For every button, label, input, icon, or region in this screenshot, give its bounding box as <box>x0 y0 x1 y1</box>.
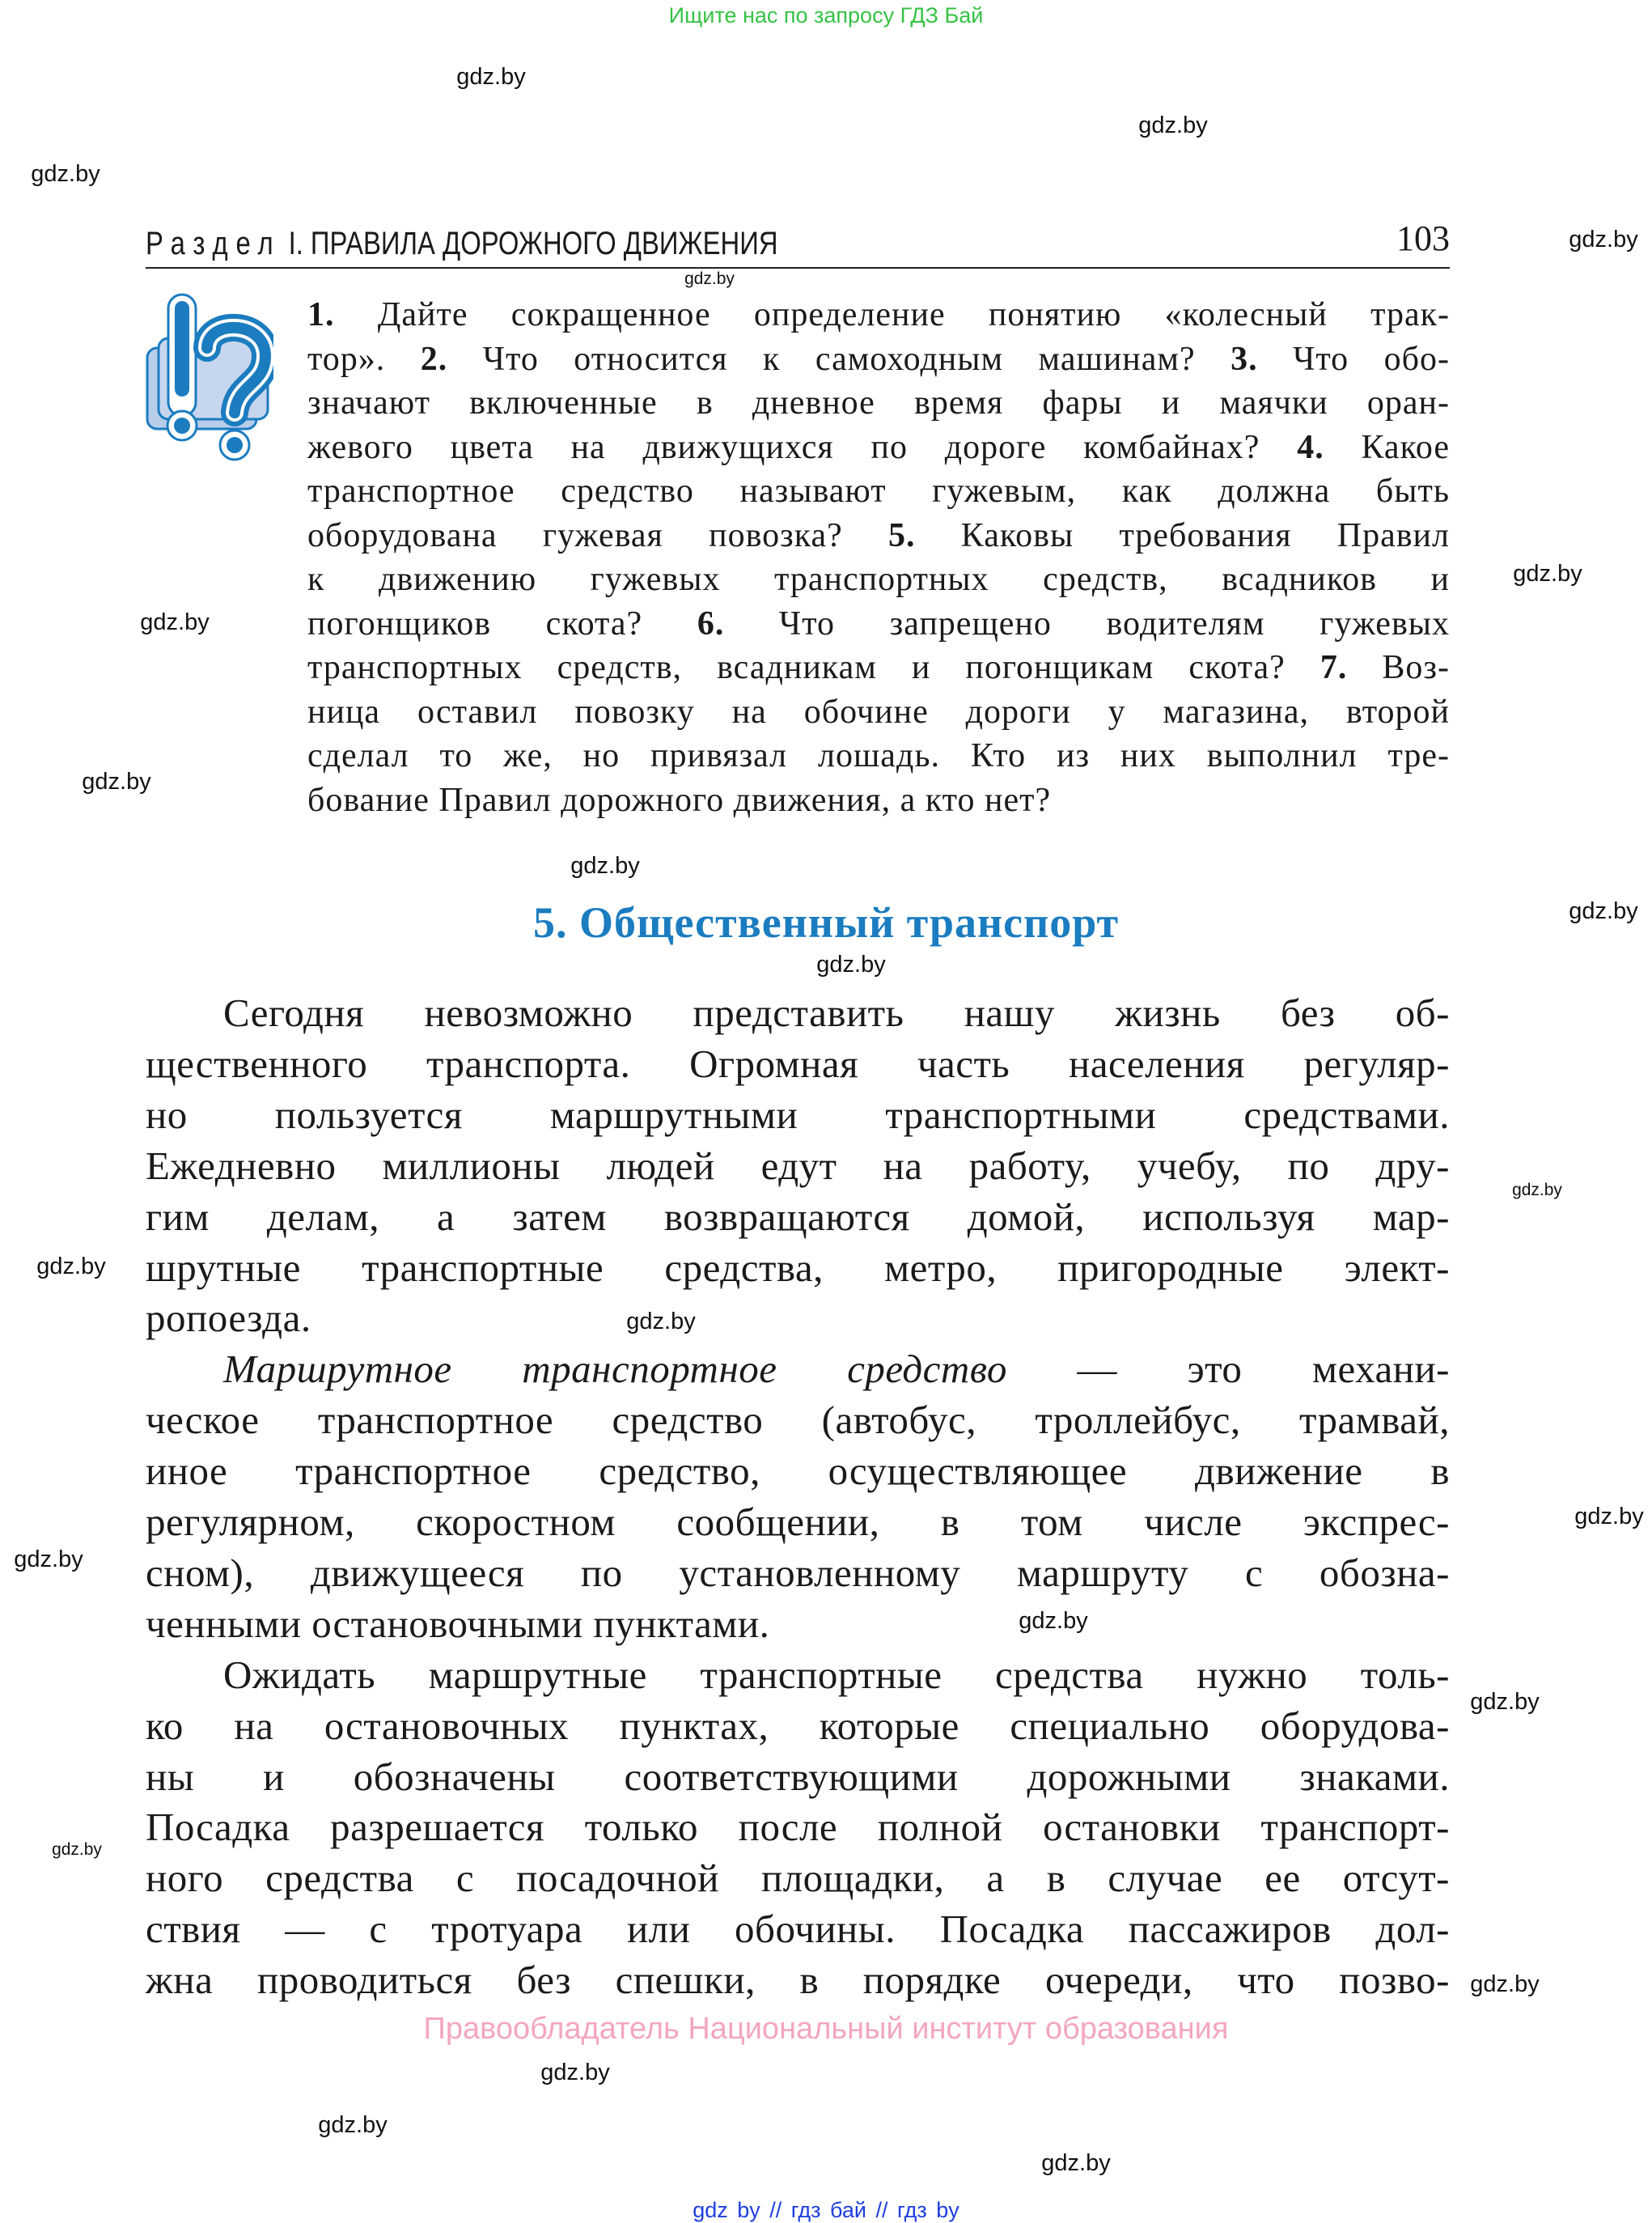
watermark: gdz.by <box>1574 1504 1644 1529</box>
watermark: gdz.by <box>626 1309 696 1334</box>
question-number: 7. <box>1319 649 1348 686</box>
exclamation-question-icon <box>144 291 273 465</box>
watermark: gdz.by <box>82 769 151 795</box>
body-line <box>146 1700 1450 1751</box>
text-run: Что запрещено водителям гужевых <box>724 605 1450 643</box>
text-run: гим делам, а затем возвращаются домой, используя мар- <box>146 1194 1450 1239</box>
question-number: 6. <box>697 605 725 643</box>
text-run: — это механи- <box>1006 1347 1450 1392</box>
text-run: Дайте сокращенное определение понятию «колесный трак- <box>334 296 1450 333</box>
text-run: Каковы требования Правил <box>915 516 1450 554</box>
term: Маршрутное транспортное средство <box>223 1347 1007 1392</box>
watermark: gdz.by <box>140 609 210 635</box>
watermark: gdz.by <box>1470 1971 1540 1997</box>
chapter-heading: 5. Общественный транспорт <box>532 898 1120 947</box>
text-run: ко на остановочных пунктах, которые специально оборудова- <box>146 1703 1450 1748</box>
text-run: сном), движущееся по установленному маршруту с обозна- <box>146 1550 1450 1595</box>
section-name: I. ПРАВИЛА ДОРОЖНОГО ДВИЖЕНИЯ <box>288 226 778 261</box>
body-line <box>146 1852 1450 1903</box>
question-line <box>307 469 1450 513</box>
text-run: Ожидать маршрутные транспортные средства нужно толь- <box>223 1652 1450 1697</box>
watermark: gdz.by <box>1512 1181 1562 1199</box>
text-run: тор». <box>307 340 421 378</box>
text-run: ропоезда. <box>146 1296 311 1341</box>
question-line <box>307 602 1450 646</box>
watermark: gdz.by <box>52 1840 102 1859</box>
question-number: 2. <box>420 340 448 378</box>
question-line <box>307 514 1450 558</box>
text-run: ческое транспортное средство (автобус, троллейбус, трамвай, <box>146 1398 1450 1443</box>
body-line <box>146 1445 1450 1496</box>
question-line <box>307 337 1450 381</box>
body-line <box>146 987 1450 1038</box>
text-run: транспортных средств, всадникам и погонщикам скота? <box>307 649 1320 686</box>
text-run: оборудована гужевая повозка? <box>307 516 889 554</box>
question-line <box>307 734 1450 778</box>
body-line <box>146 1954 1450 2005</box>
watermark: gdz.by <box>1019 1608 1088 1634</box>
text-run: Ежедневно миллионы людей едут на работу, учебу, по дру- <box>146 1143 1450 1188</box>
page-number: 103 <box>1396 218 1450 258</box>
watermark: gdz.by <box>456 64 526 90</box>
question-number: 4. <box>1297 428 1324 466</box>
watermark: gdz.by <box>1569 898 1638 924</box>
text-run: транспортное средство называют гужевым, как должна быть <box>307 473 1450 510</box>
watermark: gdz.by <box>318 2112 388 2138</box>
text-run: к движению гужевых транспортных средств, всадников и <box>307 561 1450 598</box>
question-number: 3. <box>1231 340 1258 378</box>
watermark: gdz.by <box>31 161 100 187</box>
watermark: gdz.by <box>14 1546 83 1572</box>
question-number: 5. <box>888 516 916 554</box>
question-line <box>307 646 1450 689</box>
watermark: gdz.by <box>1569 227 1638 252</box>
text-run: Что обо- <box>1257 340 1450 378</box>
question-line <box>307 690 1450 734</box>
text-run: ченными остановочными пунктами. <box>146 1601 770 1646</box>
body-line <box>146 1598 1450 1649</box>
body-line <box>146 1343 1450 1394</box>
question-line <box>307 778 1450 822</box>
text-run: регулярном, скоростном сообщении, в том числе экспрес- <box>146 1500 1450 1544</box>
text-run: иное транспортное средство, осуществляющее движение в <box>146 1449 1450 1494</box>
body-line <box>146 1038 1450 1089</box>
body-line <box>146 1140 1450 1191</box>
watermark: gdz.by <box>1470 1689 1540 1715</box>
text-run: ны и обозначены соответствующими дорожными знаками. <box>146 1754 1450 1799</box>
text-run: Посадка разрешается только после полной остановки транспорт- <box>146 1805 1450 1850</box>
site-links[interactable]: gdz by // гдз бай // гдз by <box>693 2198 959 2222</box>
text-run: погонщиков скота? <box>307 605 697 643</box>
text-run: бование Правил дорожного движения, а кто нет? <box>307 781 1052 819</box>
section-prefix: Раздел <box>146 226 282 261</box>
question-line <box>307 293 1450 337</box>
body-line <box>146 1751 1450 1802</box>
question-line <box>307 426 1450 469</box>
search-banner[interactable]: Ищите нас по запросу ГДЗ Бай <box>668 3 984 28</box>
watermark: gdz.by <box>1513 561 1582 587</box>
text-run: жна проводиться без спешки, в порядке очереди, что позво- <box>146 1958 1450 2003</box>
body-line <box>146 1089 1450 1140</box>
body-line <box>146 1496 1450 1547</box>
text-run: ного средства с посадочной площадки, а в случае ее отсут- <box>146 1856 1450 1901</box>
body-line <box>146 1292 1450 1343</box>
body-line <box>146 1801 1450 1852</box>
body-line <box>146 1394 1450 1445</box>
text-run: шрутные транспортные средства, метро, пригородные элект- <box>146 1245 1450 1290</box>
text-run: Воз- <box>1347 649 1451 686</box>
body-line <box>146 1547 1450 1598</box>
section-title <box>146 226 778 262</box>
text-run: Сегодня невозможно представить нашу жизнь без об- <box>223 991 1450 1035</box>
body-line <box>146 1903 1450 1954</box>
text-run: Какое <box>1324 428 1450 466</box>
question-line <box>307 381 1450 425</box>
question-number: 1. <box>307 296 335 333</box>
watermark: gdz.by <box>570 853 640 879</box>
text-run: сделал то же, но привязал лошадь. Кто из них выполнил тре- <box>307 737 1450 774</box>
text-run: но пользуется маршрутными транспортными средствами. <box>146 1092 1450 1137</box>
text-run: щественного транспорта. Огромная часть населения регуляр- <box>146 1041 1450 1086</box>
watermark: gdz.by <box>1041 2150 1111 2176</box>
body-line <box>146 1242 1450 1293</box>
text-run: ница оставил повозку на обочине дороги у магазина, второй <box>307 693 1450 731</box>
watermark: gdz.by <box>816 952 886 978</box>
question-line <box>307 558 1450 601</box>
watermark: gdz.by <box>36 1254 106 1279</box>
body-line <box>146 1649 1450 1700</box>
running-header <box>146 218 1450 269</box>
body-line <box>146 1191 1450 1242</box>
watermark: gdz.by <box>684 269 735 288</box>
copyright-footer: Правообладатель Национальный институт образования <box>423 2012 1229 2046</box>
text-run: значают включенные в дневное время фары и маячки оран- <box>307 384 1450 422</box>
text-run: ствия — с тротуара или обочины. Посадка пассажиров дол- <box>146 1907 1450 1952</box>
text-run: жевого цвета на движущихся по дороге комбайнах? <box>307 428 1298 466</box>
text-run: Что относится к самоходным машинам? <box>447 340 1231 378</box>
watermark: gdz.by <box>1138 112 1208 138</box>
watermark: gdz.by <box>540 2060 610 2085</box>
